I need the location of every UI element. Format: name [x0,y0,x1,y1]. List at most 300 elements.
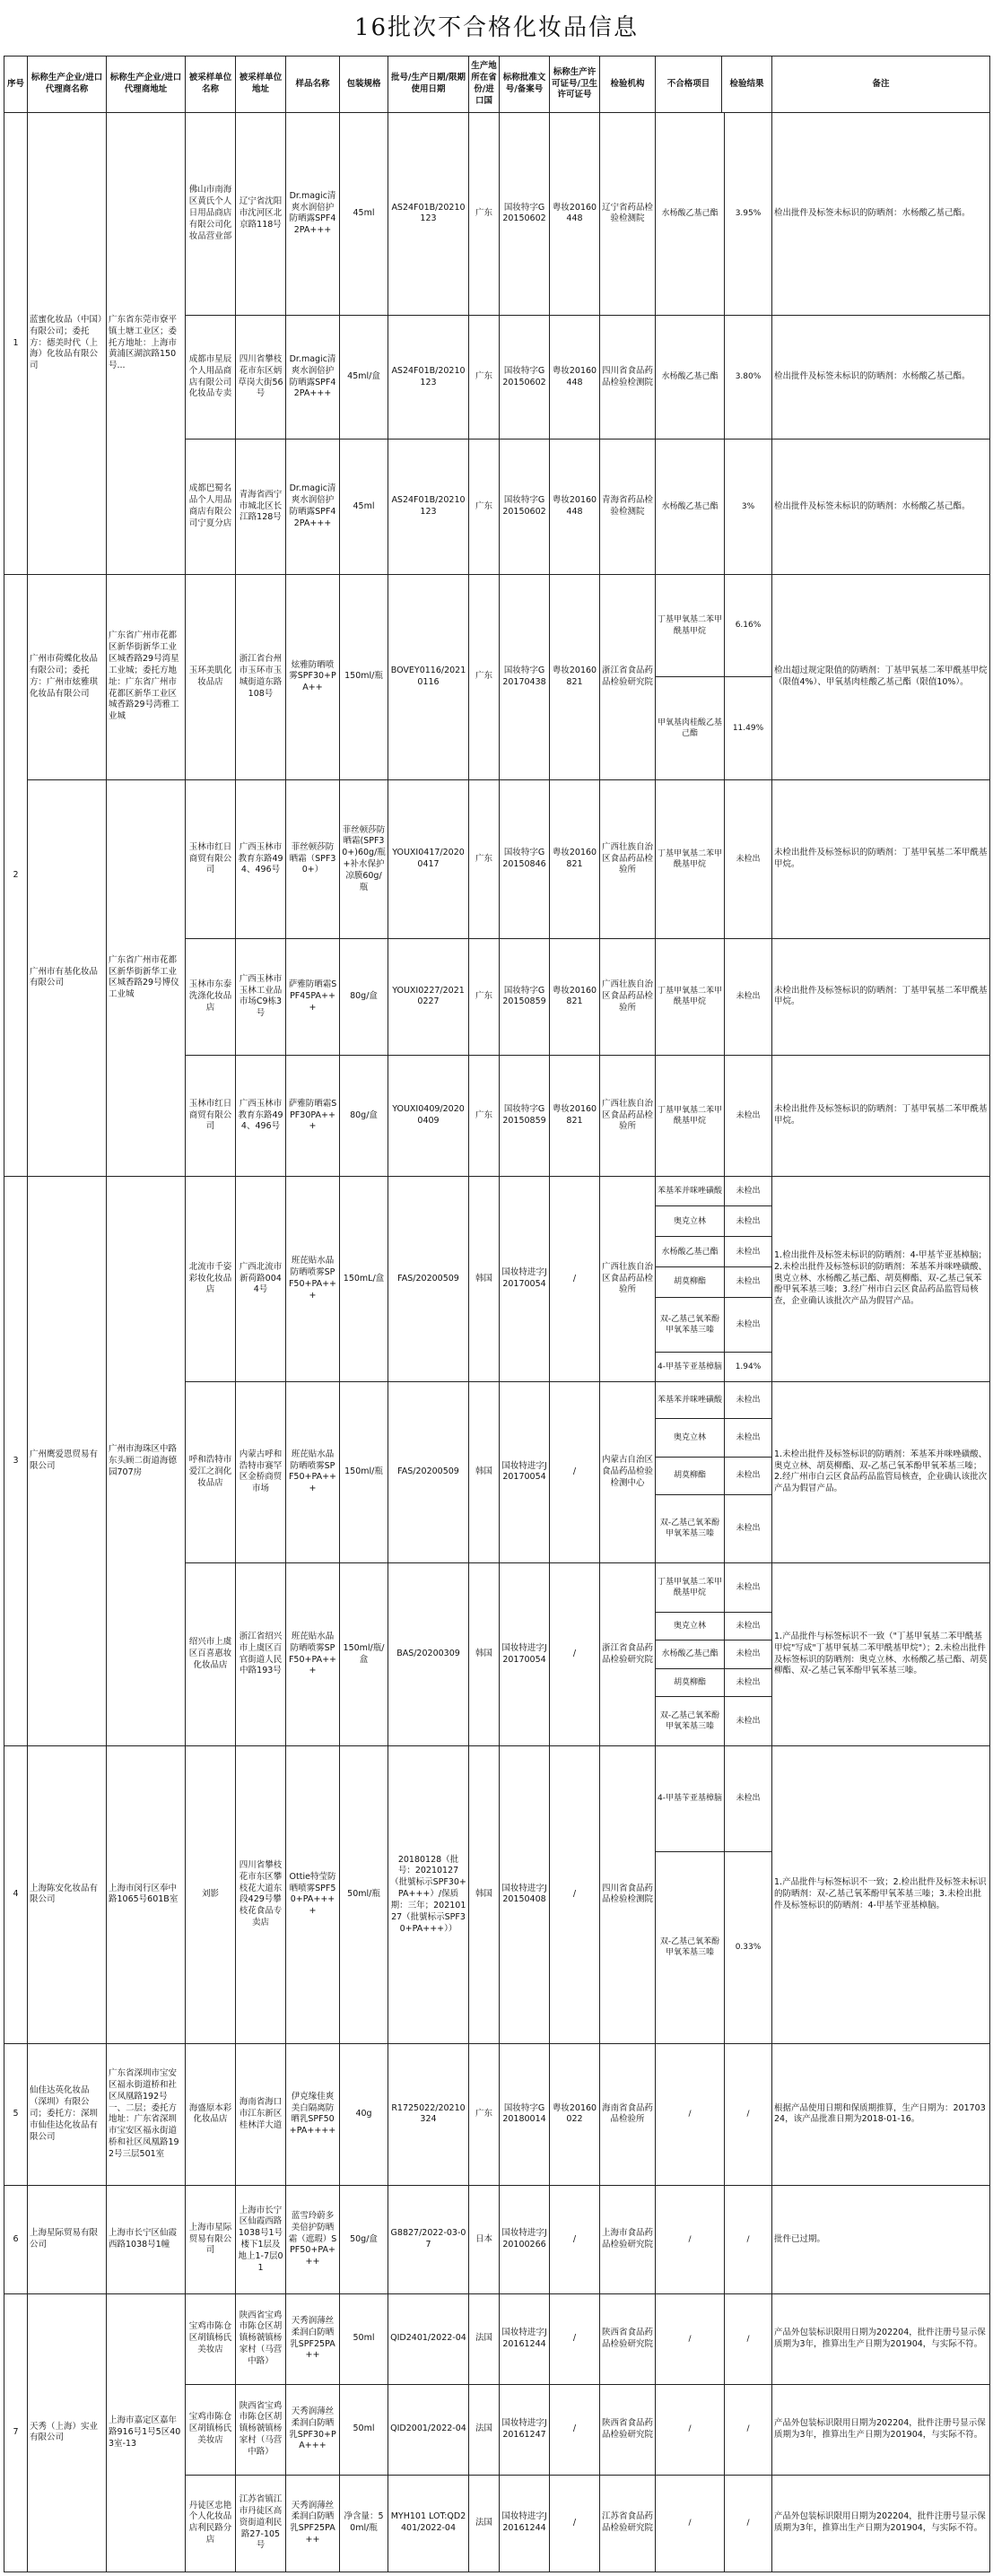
failed-item-row [656,1746,771,1851]
header-cell: 标称批准文号/备案号 [500,57,550,113]
license-number: / [550,1381,600,1562]
failed-items-table [656,2476,771,2572]
failed-items-table [656,2186,771,2293]
sampled-unit-name: 北流市千姿彩妆化妆品店 [186,1177,236,1382]
test-result: 未检出 [725,939,772,1054]
sample-name: 班芘贴水晶防晒喷雾SPF50+PA+++ [286,1562,340,1746]
test-result: / [725,2294,772,2384]
sampled-unit-address: 陕西省宝鸡市陈仓区胡镇杨虢镇杨家村（马营中路） [236,2384,286,2475]
header-cell: 生产地所在省份/进口国 [469,57,500,113]
testing-lab: 陕西省食品药品检验研究院 [600,2384,656,2475]
test-result: 未检出 [725,1668,772,1696]
sample-name: 伊克缘佳爽美白隔离防晒乳SPF50+PA++++ [286,2043,340,2186]
failed-items-cell [656,2293,772,2384]
test-result: 未检出 [725,1613,772,1640]
package-spec: 净含量：50ml/瓶 [340,2475,388,2572]
results-table-wrapper [4,56,989,2572]
failed-item-row [656,1696,771,1745]
test-result: 未检出 [725,1419,772,1457]
row-number: 4 [4,1746,28,2043]
manufacturer-address: 广东省深圳市宝安区福永街道桥和社区凤凰路192号一、二层；委托方地址：广东省深圳市宝安区福永街道桥和社区凤凰路192号三层501室 [107,2043,186,2186]
sample-name: 班芘贴水晶防晒喷雾SPF50+PA+++ [286,1177,340,1382]
row-number: 1 [4,113,28,575]
sampled-unit-name: 上海市星际贸易有限公司 [186,2186,236,2293]
manufacturer-address: 上海市嘉定区嘉年路916号1号5区403室-13 [107,2293,186,2572]
testing-lab: 浙江省食品药品检验研究院 [600,1562,656,1746]
sample-name: Dr.magic清爽水润倍护防晒露SPF42PA+++ [286,439,340,575]
failed-items-cell [656,1562,772,1746]
license-number: 粤妆20160821 [550,939,600,1055]
package-spec: 50g/盒 [340,2186,388,2293]
package-spec: 150ml/瓶 [340,574,388,779]
license-number: / [550,1177,600,1382]
sample-name: 班芘贴水晶防晒喷雾SPF50+PA+++ [286,1381,340,1562]
failed-item-row [656,1206,771,1237]
header-cell: 包装规格 [340,57,388,113]
header-cell: 检验结果 [722,57,772,113]
batch-number: R1725022/20210324 [388,2043,469,2186]
approval-number: 国妆特字G20180014 [500,2043,550,2186]
failed-item-row [656,113,771,315]
failed-item: 双-乙基己氧苯酚甲氧苯基三嗪 [656,1297,725,1352]
failed-item: 水杨酸乙基己酯 [661,372,719,382]
batch-number: MYH101 LOT:QD2401/2022-04 [388,2475,469,2572]
origin: 广东 [469,315,500,439]
manufacturer-name: 上海陈安化妆品有限公司 [28,1746,107,2043]
origin: 广东 [469,2043,500,2186]
remark: 1.检出批件及标签未标识的防晒剂：4-甲基苄亚基樟脑；2.未检出批件及标签标识的防晒剂：苯基苯并咪唑磺酸、奥克立林、水杨酸乙基己酯、胡莫柳酯、双-乙基己氧苯酚甲氧苯基三嗪；3.经广州市白云区食品药品监管局核查，企业确认该批次产品为假冒产品。 [772,1177,990,1382]
test-result: / [725,2186,772,2293]
failed-items-table [656,1056,771,1176]
failed-item-row [656,1563,771,1613]
table-row [4,2186,990,2293]
testing-lab: 辽宁省药品检验检测院 [600,113,656,316]
test-result: 未检出 [725,1206,772,1237]
failed-items-cell [656,113,772,316]
batch-number: BOVEY0116/20210116 [388,574,469,779]
batch-number: YOUXI0409/20200409 [388,1055,469,1176]
failed-item: 苯基苯并咪唑磺酸 [656,1382,725,1419]
license-number: / [550,2293,600,2384]
package-spec: 45ml [340,439,388,575]
approval-number: 国妆特字G20170438 [500,574,550,779]
failed-item-row [656,575,771,677]
license-number: / [550,2186,600,2293]
remark: 产品外包装标识限用日期为202204，批件注册号显示保质期为3年，推算出生产日期为201904，与实际不符。 [772,2293,990,2384]
failed-item-row [656,1457,771,1494]
sample-name: 炫雅防晒喷雾SPF30+PA++ [286,574,340,779]
failed-item-row [656,677,771,779]
failed-item: 丁基甲氧基二苯甲酰基甲烷 [657,849,722,869]
failed-items-cell [656,315,772,439]
header-cell: 标称生产企业/进口代理商名称 [28,57,107,113]
batch-number: QID2001/2022-04 [388,2384,469,2475]
license-number: 粤妆20160821 [550,574,600,779]
approval-number: 国妆特字G20150846 [500,779,550,939]
test-result: 未检出 [725,1177,772,1206]
page-title: 16批次不合格化妆品信息 [353,14,640,41]
table-row [4,1746,990,2043]
failed-item: 水杨酸乙基己酯 [656,1640,725,1668]
sample-name: 菲丝顿莎防晒霜（SPF30+） [286,779,340,939]
sampled-unit-address: 浙江省绍兴市上虞区百官街道人民中路193号 [236,1562,286,1746]
test-result: / [725,2044,772,2186]
table-row [4,779,990,939]
failed-item: 水杨酸乙基己酯 [661,209,719,219]
test-result: 未检出 [725,1382,772,1419]
failed-items-table [656,113,771,315]
failed-items-cell [656,1746,772,2043]
sampled-unit-address: 浙江省台州市玉环市玉城街道东路108号 [236,574,286,779]
package-spec: 80g/盒 [340,1055,388,1176]
sampled-unit-address: 海南省海口市江东新区桂林洋大道 [236,2043,286,2186]
manufacturer-name: 广州市荷蝶化妆品有限公司；委托方：广州市炫雅琪化妆品有限公司 [28,574,107,779]
testing-lab: 浙江省食品药品检验研究院 [600,574,656,779]
test-result: 6.16% [725,575,772,677]
sample-name: 天秀润薄丝柔润白防晒乳SPF30+PA+++ [286,2384,340,2475]
testing-lab: 海南省食品药品检验所 [600,2043,656,2186]
license-number: / [550,2475,600,2572]
remark: 未检出批件及标签标识的防晒剂：丁基甲氧基二苯甲酰基甲烷。 [772,1055,990,1176]
failed-item: / [688,2110,692,2119]
test-result: 0.33% [725,1851,772,2042]
failed-items-cell [656,939,772,1055]
batch-number: QID2401/2022-04 [388,2293,469,2384]
table-row [4,1177,990,1382]
test-result: 未检出 [725,1297,772,1352]
manufacturer-address: 广东省东莞市寮平镇土塘工业区；委托方地址：上海市黄浦区湖滨路150号... [107,113,186,575]
header-cell: 备注 [772,57,990,113]
failed-items-cell [656,2043,772,2186]
manufacturer-name: 仙佳达英化妆品（深圳）有限公司；委托方：深圳市仙佳达化妆品有限公司 [28,2043,107,2186]
test-result: 未检出 [725,1746,772,1851]
testing-lab: 上海市食品药品检验研究院 [600,2186,656,2293]
package-spec: 50ml/瓶 [340,1746,388,2043]
test-result: 未检出 [725,1056,772,1176]
test-result: 未检出 [725,1696,772,1745]
table-row [4,2043,990,2186]
test-result: 未检出 [725,1237,772,1267]
sampled-unit-address: 青海省西宁市城北区长江路128号 [236,439,286,575]
failed-item-row [656,1056,771,1176]
failed-item: 丁基甲氧基二苯甲酰基甲烷 [656,575,725,677]
manufacturer-address: 广州市海珠区中路东头顾二街道海德园707房 [107,1177,186,1746]
row-number: 5 [4,2043,28,2186]
sampled-unit-address: 四川省攀枝花市东区炳草岗大街56号 [236,315,286,439]
remark: 未检出批件及标签标识的防晒剂：丁基甲氧基二苯甲酰基甲烷。 [772,939,990,1055]
sample-name: Dr.magic清爽水润倍护防晒露SPF42PA+++ [286,315,340,439]
remark: 产品外包装标识限用日期为202204，批件注册号显示保质期为3年，推算出生产日期为201904，与实际不符。 [772,2475,990,2572]
license-number: 粤妆20160821 [550,1055,600,1176]
sampled-unit-name: 宝鸡市陈仓区胡镇杨氏美妆店 [186,2384,236,2475]
remark: 检出批件及标签未标识的防晒剂：水杨酸乙基己酯。 [772,439,990,575]
batch-number: YOUXI0227/20210227 [388,939,469,1055]
origin: 广东 [469,939,500,1055]
sample-name: 天秀润薄丝柔润白防晒乳SPF25PA++ [286,2293,340,2384]
sample-name: 萨雅防晒霜SPF45PA+++ [286,939,340,1055]
failed-item: / [688,2519,692,2528]
failed-items-cell [656,1055,772,1176]
row-number: 7 [4,2293,28,2572]
remark: 检出批件及标签未标识的防晒剂：水杨酸乙基己酯。 [772,113,990,316]
package-spec: 50ml [340,2384,388,2475]
row-number: 3 [4,1177,28,1746]
test-result: 3.80% [725,316,772,439]
origin: 广东 [469,779,500,939]
failed-item: 胡莫柳酯 [656,1668,725,1696]
failed-items-cell [656,439,772,575]
failed-items-cell [656,779,772,939]
failed-item: 4-甲基苄亚基樟脑 [656,1746,725,1851]
sampled-unit-name: 玉林市东泰洗涤化妆品店 [186,939,236,1055]
batch-number: BAS/20200309 [388,1562,469,1746]
failed-items-table [656,575,771,779]
package-spec: 45ml/盒 [340,315,388,439]
license-number: 粤妆20160448 [550,315,600,439]
package-spec: 150ml/瓶/盒 [340,1562,388,1746]
origin: 韩国 [469,1381,500,1562]
test-result: 11.49% [725,677,772,779]
header-cell: 检验机构 [600,57,656,113]
remark: 批件已过期。 [772,2186,990,2293]
header-cell: 被采样单位地址 [236,57,286,113]
failed-items-table [656,1177,771,1381]
failed-items-table [656,2044,771,2186]
test-result: / [725,2476,772,2572]
failed-item-row [656,1419,771,1457]
failed-item-row [656,939,771,1054]
failed-item-row [656,1613,771,1640]
failed-item: 丁基甲氧基二苯甲酰基甲烷 [656,1563,725,1613]
sampled-unit-name: 呼和浩特市爱江之润化妆品店 [186,1381,236,1562]
failed-item-row [656,1267,771,1298]
header-cell: 样品名称 [286,57,340,113]
sampled-unit-name: 成都巴蜀名品个人用品商店有限公司宁夏分店 [186,439,236,575]
origin: 法国 [469,2293,500,2384]
failed-items-cell [656,2384,772,2475]
test-result: 3% [725,439,772,574]
header-cell: 标称生产许可证号/卫生许可证号 [550,57,600,113]
failed-item-row [656,1851,771,2042]
table-row [4,574,990,779]
manufacturer-name: 广州鹰爱恩贸易有限公司 [28,1177,107,1746]
failed-item: 4-甲基苄亚基樟脑 [658,1362,722,1371]
remark: 产品外包装标识限用日期为202204，批件注册号显示保质期为3年，推算出生产日期为201904，与实际不符。 [772,2384,990,2475]
header-cell: 不合格项目 [656,57,722,113]
sample-name: 萨雅防晒霜SPF30PA+++ [286,1055,340,1176]
testing-lab: 青海省药品检验检测院 [600,439,656,575]
sampled-unit-address: 内蒙古呼和浩特市赛罕区金桥商贸市场 [236,1381,286,1562]
header-cell: 被采样单位名称 [186,57,236,113]
approval-number: 国妆特进字J20170054 [500,1381,550,1562]
failed-item: 奥克立林 [656,1419,725,1457]
sampled-unit-address: 四川省攀枝花市东区攀枝花大道东段429号攀枝花食品专卖店 [236,1746,286,2043]
failed-item: 双-乙基己氧苯酚甲氧苯基三嗪 [659,1519,720,1539]
batch-number: YOUXI0417/20200417 [388,779,469,939]
sampled-unit-address: 陕西省宝鸡市陈仓区胡镇杨虢镇杨家村（马营中路） [236,2293,286,2384]
sampled-unit-name: 成都市星辰个人用品商店有限公司化妆品专卖 [186,315,236,439]
testing-lab: 陕西省食品药品检验研究院 [600,2293,656,2384]
license-number: / [550,1562,600,1746]
package-spec: 菲丝顿莎防晒霜(SPF30+)60g/瓶+补水保护凉膜60g/瓶 [340,779,388,939]
testing-lab: 广西壮族自治区食品药品检验所 [600,1055,656,1176]
sampled-unit-name: 佛山市南海区黄氏个人日用品商店有限公司化妆品营业部 [186,113,236,316]
failed-item-row [656,1352,771,1381]
approval-number: 国妆特字G20150859 [500,939,550,1055]
test-result: 未检出 [725,1457,772,1494]
approval-number: 国妆特字G20150602 [500,315,550,439]
failed-item: / [688,2334,692,2344]
sampled-unit-address: 广西玉林市教育东路494、496号 [236,1055,286,1176]
sampled-unit-address: 广西北流市新荷路0044号 [236,1177,286,1382]
origin: 广东 [469,439,500,575]
sampled-unit-name: 宝鸡市陈仓区胡镇杨氏美妆店 [186,2293,236,2384]
failed-items-table [656,780,771,939]
header-row [4,57,990,113]
test-result: 未检出 [725,1267,772,1298]
test-result: 未检出 [725,1563,772,1613]
failed-item-row [656,1237,771,1267]
package-spec: 80g/盒 [340,939,388,1055]
batch-number: AS24F01B/20210123 [388,439,469,575]
sampled-unit-address: 辽宁省沈阳市沈河区北京路118号 [236,113,286,316]
row-number: 2 [4,574,28,1176]
row-number: 6 [4,2186,28,2293]
package-spec: 50ml [340,2293,388,2384]
failed-items-cell [656,2475,772,2572]
sampled-unit-name: 丹徒区忠艳个人化妆品店利民路分店 [186,2475,236,2572]
license-number: 粤妆20160821 [550,779,600,939]
origin: 韩国 [469,1746,500,2043]
testing-lab: 广西壮族自治区食品药品检验所 [600,779,656,939]
sampled-unit-address: 广西玉林市教育东路494、496号 [236,779,286,939]
sampled-unit-name: 玉环美肌化妆品店 [186,574,236,779]
testing-lab: 内蒙古自治区食品药品检验检测中心 [600,1381,656,1562]
origin: 韩国 [469,1562,500,1746]
package-spec: 150mL/盒 [340,1177,388,1382]
header-cell: 批号/生产日期/限期使用日期 [388,57,469,113]
failed-item-row [656,1297,771,1352]
failed-item: 双-乙基己氧苯酚甲氧苯基三嗪 [659,1710,720,1732]
origin: 广东 [469,1055,500,1176]
failed-item-row [656,2476,771,2572]
manufacturer-address: 上海市长宁区仙霞西路1038号1幢 [107,2186,186,2293]
batch-number: AS24F01B/20210123 [388,113,469,316]
approval-number: 国妆特进字J20170054 [500,1562,550,1746]
failed-item-row [656,1177,771,1206]
testing-lab: 江苏省食品药品检验研究院 [600,2475,656,2572]
failed-item: 水杨酸乙基己酯 [656,1237,725,1267]
approval-number: 国妆特字G20150859 [500,1055,550,1176]
sampled-unit-name: 玉林市红日商贸有限公司 [186,1055,236,1176]
origin: 日本 [469,2186,500,2293]
failed-items-cell [656,2186,772,2293]
failed-item: 水杨酸乙基己酯 [661,501,719,511]
failed-item-row [656,316,771,439]
testing-lab: 四川省食品药品检验检测院 [600,315,656,439]
sampled-unit-address: 江苏省镇江市丹徒区高资街道利民路27-105号 [236,2475,286,2572]
sampled-unit-name: 绍兴市上虞区百喜惠妆化妆品店 [186,1562,236,1746]
failed-item-row [656,780,771,939]
approval-number: 国妆特进字J20161244 [500,2293,550,2384]
manufacturer-name: 广州市有基化妆品有限公司 [28,779,107,1177]
approval-number: 国妆特进字J20161247 [500,2384,550,2475]
header-cell: 标称生产企业/进口代理商地址 [107,57,186,113]
failed-items-table [656,1563,771,1746]
header-cell: 序号 [4,57,28,113]
remark: 1.未检出批件及标签标识的防晒剂：苯基苯并咪唑磺酸、奥克立林、胡莫柳酯、双-乙基己氧苯酚甲氧苯基三嗪；2.经广州市白云区食品药品监管局核查，企业确认该批次产品为假冒产品。 [772,1381,990,1562]
failed-item: 胡莫柳酯 [656,1267,725,1298]
license-number: / [550,2384,600,2475]
test-result: 未检出 [725,1640,772,1668]
origin: 法国 [469,2475,500,2572]
failed-item: 丁基甲氧基二苯甲酰基甲烷 [657,987,722,1007]
failed-item-row [656,439,771,574]
batch-number: 20180128（批号：20210127（批號标示SPF30+PA+++）/保质期：三年；20210127（批號标示SPF30+PA+++）） [388,1746,469,2043]
remark: 检出超过规定限值的防晒剂：丁基甲氧基二苯甲酰基甲烷（限值4%）、甲氧基肉桂酸乙基己酯（限值10%）。 [772,574,990,779]
remark: 未检出批件及标签标识的防晒剂：丁基甲氧基二苯甲酰基甲烷。 [772,779,990,939]
testing-lab: 广西壮族自治区食品药品检验所 [600,1177,656,1382]
approval-number: 国妆特字G20150602 [500,439,550,575]
failed-item: / [688,2234,692,2244]
remark: 1.产品批件与标签标识不一致；2.检出批件及标签未标识的防晒剂：双-乙基己氧苯酚甲氧苯基三嗪；3.未检出批件及标签标识的防晒剂：4-甲基苄亚基樟脑。 [772,1746,990,2043]
sampled-unit-address: 广西玉林市玉林工业品市场C9栋3号 [236,939,286,1055]
test-result: / [725,2385,772,2475]
failed-item: 丁基甲氧基二苯甲酰基甲烷 [657,1105,722,1126]
license-number: / [550,1746,600,2043]
approval-number: 国妆特进字J20161244 [500,2475,550,2572]
failed-items-table [656,2294,771,2384]
failed-items-cell [656,1177,772,1382]
sample-name: Ottie特莹防晒喷雾SPF50+PA++++ [286,1746,340,2043]
manufacturer-address: 广东省广州市花都区新华街新华工业区城香路29号湾星工业城；委托方地址：广东省广州市花都区新华工业区城香路29号湾雅工业城 [107,574,186,779]
package-spec: 150ml/瓶 [340,1381,388,1562]
sample-name: 蓝雪玲蔚多美倍护防晒霜（遮瑕）SPF50+PA+++ [286,2186,340,2293]
sampled-unit-address: 上海市长宁区仙霞西路1038号1号楼下1层及地上1-7层01 [236,2186,286,2293]
license-number: 粤妆20160022 [550,2043,600,2186]
batch-number: FAS/20200509 [388,1381,469,1562]
failed-item-row [656,1668,771,1696]
sampled-unit-name: 海盛原本彩化妆品店 [186,2043,236,2186]
failed-item-row [656,1382,771,1419]
results-table [4,56,990,2572]
failed-item-row [656,2385,771,2475]
manufacturer-name: 上海星际贸易有限公司 [28,2186,107,2293]
failed-items-table [656,2385,771,2475]
sample-name: 天秀润薄丝柔润白防晒乳SPF25PA++ [286,2475,340,2572]
failed-items-table [656,939,771,1054]
failed-item: 苯基苯并咪唑磺酸 [656,1177,725,1206]
failed-item: 奥克立林 [656,1613,725,1640]
failed-items-table [656,1746,771,2042]
failed-item: 双-乙基己氧苯酚甲氧苯基三嗪 [659,1936,720,1958]
origin: 广东 [469,113,500,316]
sampled-unit-name: 玉林市红日商贸有限公司 [186,779,236,939]
test-result: 未检出 [725,1495,772,1562]
table-row [4,2293,990,2384]
sample-name: Dr.magic清爽水润倍护防晒露SPF42PA+++ [286,113,340,316]
failed-items-table [656,1382,771,1562]
origin: 韩国 [469,1177,500,1382]
sampled-unit-name: 刘影 [186,1746,236,2043]
failed-items-cell [656,1381,772,1562]
remark: 根据产品使用日期和保质期推算，生产日期为：20170324，该产品批准日期为2018-01-16。 [772,2043,990,2186]
testing-lab: 四川省食品药品检验检测院 [600,1746,656,2043]
package-spec: 40g [340,2043,388,2186]
failed-item-row [656,1640,771,1668]
manufacturer-address: 广东省广州市花都区新华街新华工业区城香路29号博仪工业城 [107,779,186,1177]
failed-item: 甲氧基肉桂酸乙基己酯 [657,718,722,738]
